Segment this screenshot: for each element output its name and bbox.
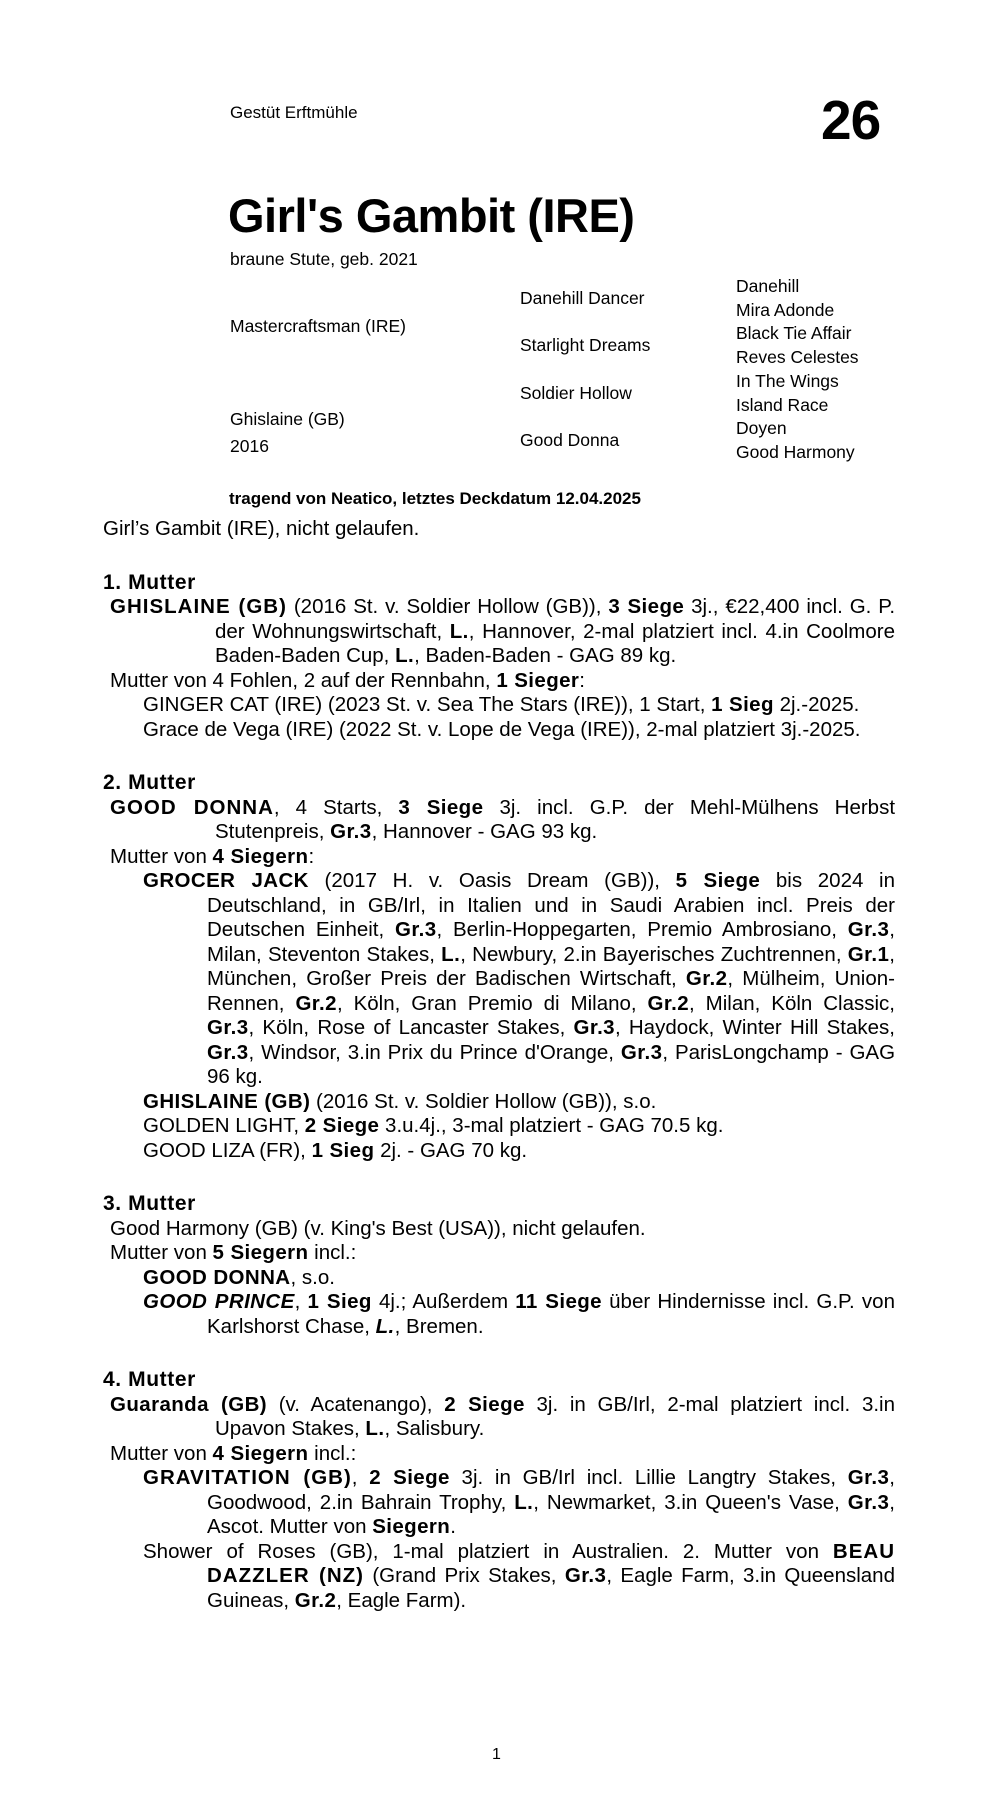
pedigree-great-grandparent: In The Wings <box>736 370 839 391</box>
winners-count: 5 Siegern <box>212 1241 309 1264</box>
listed-mark: L. <box>365 1417 385 1440</box>
foal-entry <box>103 1290 895 1339</box>
dam-name: GOOD DONNA <box>110 795 274 819</box>
text: 4j.; Außerdem <box>371 1290 516 1313</box>
pedigree-grandparent: Soldier Hollow <box>520 383 632 403</box>
dam-entry <box>103 1393 895 1442</box>
pedigree-great-grandparent: Danehill <box>736 276 800 296</box>
text: , Berlin-Hoppegarten, Premio Ambrosiano, <box>436 918 848 941</box>
text: , Salisbury. <box>384 1417 485 1440</box>
dam-entry: Good Harmony (GB) (v. King's Best (USA)), nicht gelaufen. <box>110 1216 646 1240</box>
text: , Mülheim, Union-Rennen, <box>207 967 895 1015</box>
text: , Hannover - GAG 93 kg. <box>371 820 598 843</box>
pedigree-dam: Ghislaine (GB) <box>230 409 345 429</box>
text: , 4 Starts, <box>273 795 399 819</box>
text: , Milan, Köln Classic, <box>689 991 895 1015</box>
foal-name: BEAU DAZZLER (NZ) <box>207 1539 895 1587</box>
wins: 1 Sieg <box>311 1138 375 1162</box>
text: , Köln, Gran Premio di Milano, <box>336 991 648 1015</box>
wins: 11 Siege <box>515 1290 602 1313</box>
produce-summary <box>103 1241 895 1266</box>
group-mark: Gr.2 <box>685 967 728 990</box>
foal-entry <box>103 1090 895 1115</box>
group-mark: Gr.3 <box>207 1016 249 1039</box>
race-record-intro: Girl’s Gambit (IRE), nicht gelaufen. <box>103 517 420 540</box>
foal-entry <box>103 1466 895 1540</box>
text: incl.: <box>308 1441 357 1465</box>
group-mark: Gr.3 <box>847 1490 890 1514</box>
text: , München, Großer Preis der Badischen Wirtschaft, <box>207 942 895 990</box>
group-mark: Gr.2 <box>647 991 690 1015</box>
group-mark: Gr.3 <box>564 1564 607 1587</box>
section-heading: 1. Mutter <box>103 570 196 594</box>
text: , Baden-Baden - GAG 89 kg. <box>414 644 677 667</box>
section-heading: 2. Mutter <box>103 771 196 794</box>
text: Mutter von <box>110 1241 213 1264</box>
pedigree-grandparent: Good Donna <box>520 430 620 450</box>
foal-name: GRAVITATION (GB) <box>143 1466 352 1489</box>
text: Mutter von 4 Fohlen, 2 auf der Rennbahn, <box>110 668 497 692</box>
wins: 2 Siege <box>444 1392 525 1416</box>
text: , Windsor, 3.in Prix du Prince d'Orange, <box>248 1040 621 1064</box>
pedigree-great-grandparent: Island Race <box>736 394 829 415</box>
listed-mark: L. <box>514 1490 534 1514</box>
pedigree-sire: Mastercraftsman (IRE) <box>230 316 406 336</box>
wins: 1 Sieg <box>307 1290 372 1313</box>
group-mark: Gr.3 <box>573 1016 615 1039</box>
group-mark: Gr.3 <box>330 820 372 843</box>
horse-description: braune Stute, geb. 2021 <box>230 249 418 269</box>
section-heading: 3. Mutter <box>103 1192 196 1215</box>
text: (v. Acatenango), <box>267 1392 445 1416</box>
wins: 3 Siege <box>608 595 685 618</box>
pedigree-great-grandparent: Mira Adonde <box>736 299 835 320</box>
text: 3.u.4j., 3-mal platziert - GAG 70.5 kg. <box>379 1114 724 1137</box>
foal-entry <box>103 693 895 718</box>
text: : <box>308 844 315 868</box>
text: , Haydock, Winter Hill Stakes, <box>614 1016 895 1039</box>
covering-note: tragend von Neatico, letztes Deckdatum 12.04.2025 <box>229 489 641 508</box>
text: 2j.-2025. <box>773 693 860 716</box>
pedigree-grandparent: Starlight Dreams <box>520 335 651 355</box>
text: 3j., €22,400 incl. G. P. der Wohnungswirtschaft, <box>215 595 896 643</box>
section-heading: 4. Mutter <box>103 1368 196 1391</box>
foal-entry <box>103 1139 895 1164</box>
text: GOOD LIZA (FR), <box>143 1138 312 1162</box>
listed-mark: L. <box>395 644 415 667</box>
produce-summary <box>103 669 895 694</box>
page-number: 1 <box>492 1746 501 1763</box>
text: GINGER CAT (IRE) (2023 St. v. Sea The Stars (IRE)), 1 Start, <box>143 693 712 716</box>
winners-count: 4 Siegern <box>212 844 309 868</box>
wins: 5 Siege <box>675 869 761 892</box>
pedigree-great-grandparents <box>736 275 859 465</box>
foal-name: GROCER JACK <box>143 869 309 892</box>
text: Shower of Roses (GB), 1-mal platziert in Australien. 2. Mutter von <box>143 1539 833 1563</box>
text: , Bremen. <box>394 1314 484 1338</box>
text: GOLDEN LIGHT, <box>143 1114 305 1137</box>
text: , Eagle Farm, 3.in Queensland Guineas, <box>207 1564 895 1612</box>
text: incl.: <box>308 1241 357 1264</box>
lot-number: 26 <box>821 89 881 151</box>
pedigree-great-grandparent: Black Tie Affair <box>736 323 852 344</box>
text: , <box>351 1466 370 1489</box>
dam-entry <box>103 595 895 669</box>
group-mark: Gr.3 <box>207 1040 249 1064</box>
text: , Newmarket, 3.in Queen's Vase, <box>533 1490 848 1514</box>
foal-name: GOOD PRINCE <box>143 1290 295 1313</box>
text: : <box>579 668 585 692</box>
group-mark: Gr.1 <box>847 942 890 966</box>
text: (2016 St. v. Soldier Hollow (GB)), s.o. <box>310 1089 657 1113</box>
group-mark: Gr.3 <box>395 918 437 941</box>
text: , Hannover, 2-mal platziert incl. 4.in Coolmore Baden-Baden Cup, <box>215 619 895 667</box>
winners-count: 1 Sieger <box>496 668 580 692</box>
text: Mutter von <box>110 1441 213 1465</box>
pedigree-great-grandparent: Doyen <box>736 418 787 439</box>
text: , s.o. <box>290 1265 335 1289</box>
text: (2017 H. v. Oasis Dream (GB)), <box>308 869 676 892</box>
foal-entry <box>103 1540 895 1614</box>
text: , ParisLongchamp - GAG 96 kg. <box>207 1040 896 1088</box>
pedigree-grandparent: Danehill Dancer <box>520 288 645 308</box>
text: , Eagle Farm). <box>336 1588 467 1612</box>
text: Mutter von <box>110 844 213 868</box>
pedigree-dam-year: 2016 <box>230 436 269 456</box>
dam-name: Guaranda (GB) <box>110 1392 268 1416</box>
group-mark: Gr.2 <box>294 1588 337 1612</box>
text: , <box>294 1290 308 1313</box>
foal-entry <box>103 1266 895 1291</box>
text: 3j. incl. G.P. der Mehl-Mülhens Herbst Stutenpreis, <box>215 795 896 843</box>
text: , Milan, Steventon Stakes, <box>207 918 895 966</box>
produce-summary <box>103 845 895 870</box>
foal-name: GHISLAINE (GB) <box>143 1089 311 1113</box>
text: , Ascot. Mutter von <box>207 1490 895 1538</box>
text: 3j. in GB/Irl, 2-mal platziert incl. 3.in Upavon Stakes, <box>215 1392 895 1440</box>
text: über Hindernisse incl. G.P. von Karlshorst Chase, <box>207 1290 895 1338</box>
dam-line-body <box>103 517 895 1613</box>
group-mark: Gr.2 <box>295 991 337 1015</box>
wins: 2 Siege <box>304 1114 380 1137</box>
text: . <box>450 1515 456 1538</box>
text: 3j. in GB/Irl incl. Lillie Langtry Stakes, <box>449 1466 848 1489</box>
produce-summary <box>103 1442 895 1467</box>
foal-entry: Grace de Vega (IRE) (2022 St. v. Lope de Vega (IRE)), 2-mal platziert 3j.-2025. <box>143 717 861 741</box>
text: bis 2024 in Deutschland, in GB/Irl, in Italien und in Saudi Arabien incl. Preis der Deutschen Einheit, <box>207 869 896 941</box>
winners-count: 4 Siegern <box>212 1441 309 1465</box>
text: (Grand Prix Stakes, <box>363 1564 565 1587</box>
winners-count: Siegern <box>372 1515 451 1538</box>
pedigree-great-grandparent: Good Harmony <box>736 441 855 462</box>
foal-name: GOOD DONNA <box>143 1265 291 1289</box>
wins: 2 Siege <box>369 1466 450 1489</box>
dam-name: GHISLAINE (GB) <box>110 595 287 618</box>
foal-entry <box>103 869 895 1090</box>
foal-entry <box>103 1114 895 1139</box>
text: , Newbury, 2.in Bayerisches Zuchtrennen, <box>460 942 848 966</box>
pedigree-great-grandparent: Reves Celestes <box>736 347 859 368</box>
group-mark: Gr.3 <box>847 1466 890 1489</box>
dam-entry <box>103 796 895 845</box>
text: 2j. - GAG 70 kg. <box>374 1138 528 1162</box>
listed-mark: L. <box>449 619 469 643</box>
listed-mark: L. <box>441 942 461 966</box>
group-mark: Gr.3 <box>620 1040 663 1064</box>
stud-name: Gestüt Erftmühle <box>230 103 358 122</box>
listed-mark: L. <box>375 1314 395 1338</box>
text: , Goodwood, 2.in Bahrain Trophy, <box>207 1466 895 1514</box>
wins: 3 Siege <box>398 795 484 819</box>
horse-name: Girl's Gambit (IRE) <box>228 189 635 242</box>
text: (2016 St. v. Soldier Hollow (GB)), <box>286 595 609 618</box>
text: , Köln, Rose of Lancaster Stakes, <box>248 1016 574 1039</box>
group-mark: Gr.3 <box>847 918 890 941</box>
wins: 1 Sieg <box>711 693 774 716</box>
